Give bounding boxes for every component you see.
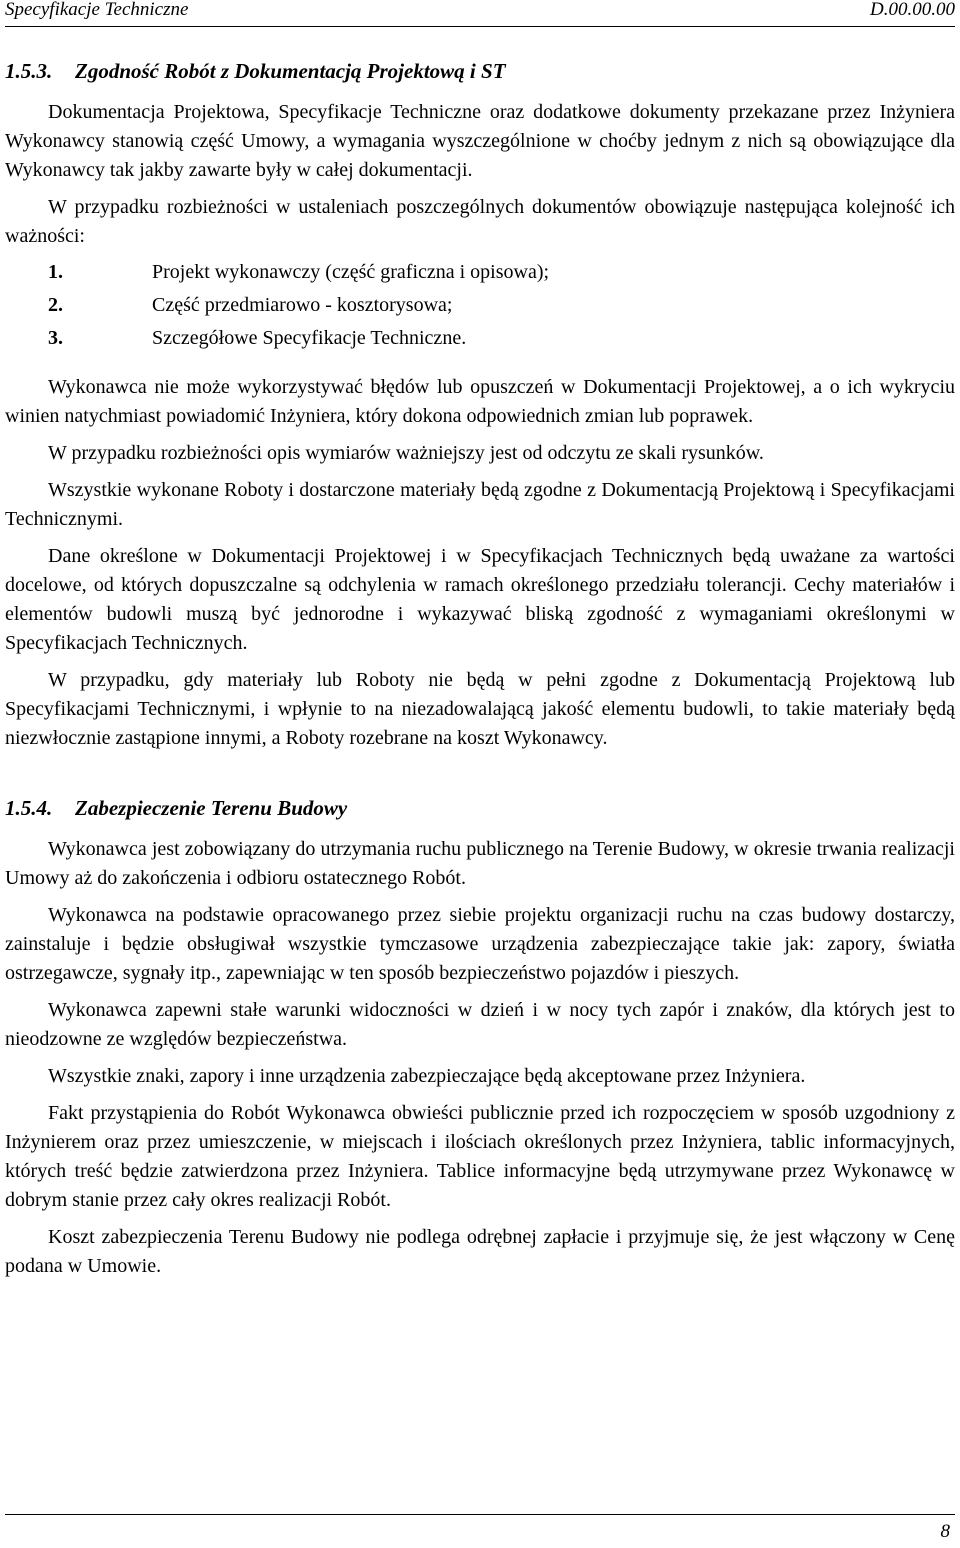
running-header xyxy=(5,0,955,27)
paragraph: Koszt zabezpieczenia Terenu Budowy nie podlega odrębnej zapłacie i przyjmuje się, że jest włączony w Cenę podana w Umowie. xyxy=(5,1226,955,1277)
list-item-number: 2. xyxy=(48,294,63,316)
paragraph: W przypadku rozbieżności opis wymiarów ważniejszy jest od odczytu ze skali rysunków. xyxy=(48,442,764,464)
section-1-5-3 xyxy=(5,56,955,753)
list-item-text: Szczegółowe Specyfikacje Techniczne. xyxy=(152,327,467,349)
list-item-number: 1. xyxy=(48,261,63,283)
section-number: 1.5.4. xyxy=(5,796,53,820)
document-body xyxy=(5,56,955,1281)
paragraph: Wykonawca nie może wykorzystywać błędów lub opuszczeń w Dokumentacji Projektowej, a o ich wykryciu winien natychmiast powiadomić Inżyniera, który dokona odpowiednich zmian lub poprawek. xyxy=(5,376,955,427)
section-heading xyxy=(5,793,955,823)
precedence-list xyxy=(5,256,955,355)
section-number: 1.5.3. xyxy=(5,59,53,83)
section-heading xyxy=(5,56,955,86)
paragraph: Wszystkie znaki, zapory i inne urządzenia zabezpieczające będą akceptowane przez Inżyniera. xyxy=(48,1065,806,1087)
list-item-text: Projekt wykonawczy (część graficzna i opisowa); xyxy=(152,261,550,283)
list-item-number: 3. xyxy=(48,327,63,349)
list-item xyxy=(5,322,955,355)
list-item-text: Część przedmiarowo - kosztorysowa; xyxy=(152,294,453,316)
paragraph: W przypadku rozbieżności w ustaleniach poszczególnych dokumentów obowiązuje następująca kolejność ich ważności: xyxy=(5,196,955,247)
paragraph: W przypadku, gdy materiały lub Roboty nie będą w pełni zgodne z Dokumentacją Projektową lub Specyfikacjami Technicznymi, i wpłynie to na niezadowalającą jakość elementu budowli, to takie materiały będą niezwłocznie zastąpione innymi, a Roboty rozebrane na koszt Wykonawcy. xyxy=(5,669,955,749)
paragraph: Wykonawca zapewni stałe warunki widoczności w dzień i w nocy tych zapór i znaków, dla których jest to nieodzowne ze względów bezpieczeństwa. xyxy=(5,999,955,1050)
page-number: 8 xyxy=(940,1521,950,1542)
section-title: Zabezpieczenie Terenu Budowy xyxy=(75,796,348,820)
paragraph: Dokumentacja Projektowa, Specyfikacje Techniczne oraz dodatkowe dokumenty przekazane przez Inżyniera Wykonawcy stanowią część Umowy, a wymagania wyszczególnione w choćby jednym z nich są obowiązujące dla Wykonawcy tak jakby zawarte były w całej dokumentacji. xyxy=(5,101,955,181)
list-item xyxy=(5,289,955,322)
header-document-code: D.00.00.00 xyxy=(870,0,955,20)
paragraph: Wykonawca jest zobowiązany do utrzymania ruchu publicznego na Terenie Budowy, w okresie trwania realizacji Umowy aż do zakończenia i odbioru ostatecznego Robót. xyxy=(5,838,955,889)
paragraph: Wszystkie wykonane Roboty i dostarczone materiały będą zgodne z Dokumentacją Projektową i Specyfikacjami Technicznymi. xyxy=(5,479,955,530)
header-title: Specyfikacje Techniczne xyxy=(5,0,189,20)
paragraph: Dane określone w Dokumentacji Projektowej i w Specyfikacjach Technicznych będą uważane za wartości docelowe, od których dopuszczalne są odchylenia w ramach określonego przedziału tolerancji. Cechy materiałów i elementów budowli muszą być jednorodne i wykazywać bliską zgodność z wymaganiami określonymi w Specyfikacjach Technicznych. xyxy=(5,545,955,654)
section-1-5-4 xyxy=(5,793,955,1281)
section-title: Zgodność Robót z Dokumentacją Projektową i ST xyxy=(75,59,506,83)
list-item xyxy=(5,256,955,289)
footer-rule xyxy=(5,1514,955,1515)
paragraph: Wykonawca na podstawie opracowanego przez siebie projektu organizacji ruchu na czas budowy dostarczy, zainstaluje i będzie obsługiwał wszystkie tymczasowe urządzenia zabezpieczające takie jak: zapory, światła ostrzegawcze, sygnały itp., zapewniając w ten sposób bezpieczeństwo pojazdów i pieszych. xyxy=(5,904,955,984)
paragraph: Fakt przystąpienia do Robót Wykonawca obwieści publicznie przed ich rozpoczęciem w sposób uzgodniony z Inżynierem oraz przez umieszczenie, w miejscach i ilościach określonych przez Inżyniera, tablic informacyjnych, których treść będzie zatwierdzona przez Inżyniera. Tablice informacyjne będą utrzymywane przez Wykonawcę w dobrym stanie przez cały okres realizacji Robót. xyxy=(5,1102,955,1211)
